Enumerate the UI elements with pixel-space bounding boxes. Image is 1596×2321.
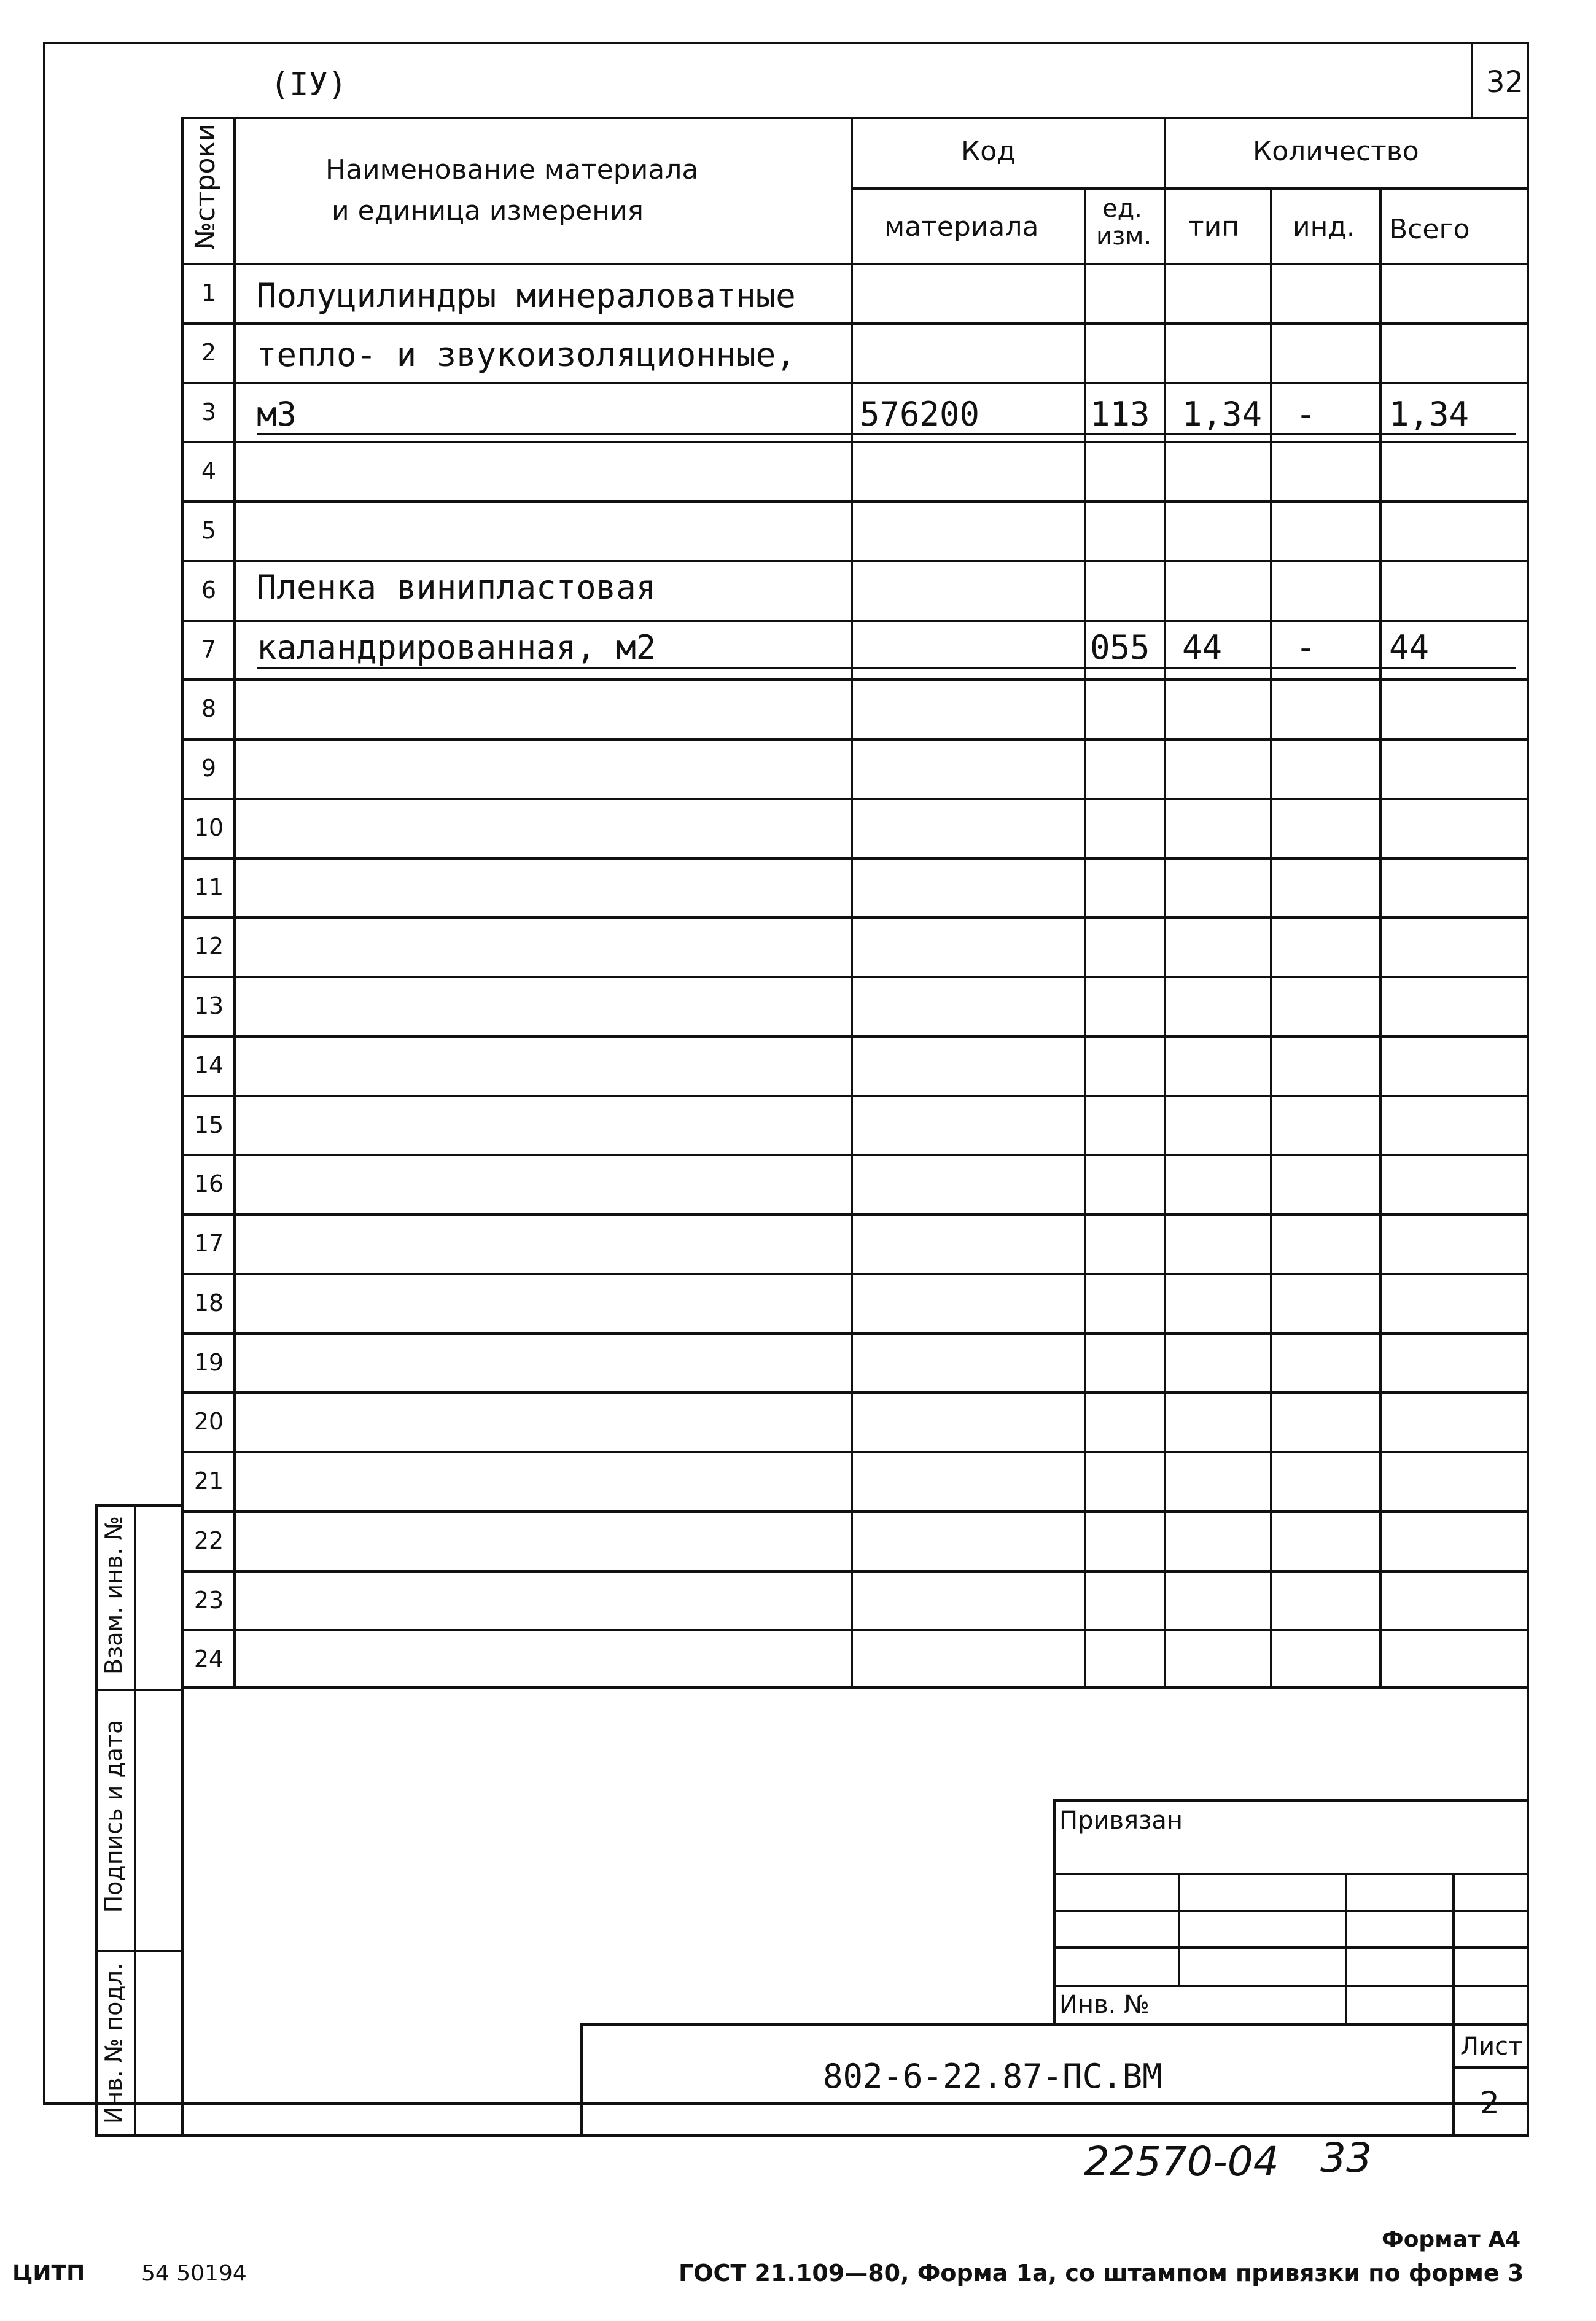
row-divider [181, 1451, 1529, 1453]
name-header-line1: Наименование материала [325, 154, 699, 185]
row-number: 21 [193, 1468, 224, 1495]
row-number: 3 [201, 398, 217, 426]
privyazan-label: Привязан [1059, 1806, 1183, 1835]
row-number-header: №строки [190, 123, 221, 250]
code-unit-header-line1: ед. [1102, 195, 1142, 223]
qty-total-header: Всего [1389, 214, 1470, 245]
row-divider [181, 1629, 1529, 1631]
qty-type-header: тип [1188, 211, 1239, 243]
list-label: Лист [1460, 2032, 1523, 2061]
privyazan-line1 [1053, 1873, 1529, 1875]
row-number: 23 [193, 1587, 224, 1614]
list-number: 2 [1480, 2085, 1500, 2121]
col-line-material [1084, 187, 1086, 1689]
row-divider [181, 1570, 1529, 1573]
col-line-type [1270, 187, 1272, 1689]
row-divider [181, 976, 1529, 978]
page-number-divider [1471, 42, 1473, 119]
side-podpis-data: Подпись и дата [100, 1719, 127, 1913]
row-number: 8 [201, 695, 217, 722]
row-divider [181, 1391, 1529, 1394]
designation-list-divider [1452, 2023, 1455, 2137]
row-number: 20 [193, 1408, 224, 1435]
footer-order: 54 50194 [141, 2261, 247, 2286]
row-divider [181, 1510, 1529, 1513]
row-divider [181, 798, 1529, 800]
footer-gost: ГОСТ 21.109—80, Форма 1а, со штампом привязки по форме 3 [679, 2260, 1524, 2287]
row-divider [181, 1213, 1529, 1216]
row-divider [181, 1332, 1529, 1335]
row-divider [181, 738, 1529, 741]
row-number: 24 [193, 1646, 224, 1673]
side-inv-podl: Инв. № подл. [100, 1962, 127, 2125]
row-number: 6 [201, 577, 217, 604]
row-divider [181, 1035, 1529, 1038]
code-unit-header-line2: изм. [1096, 222, 1152, 251]
entry1-underline [257, 433, 1516, 435]
footer-org: ЦИТП [12, 2261, 85, 2286]
row-number: 15 [193, 1111, 224, 1138]
code-material-header: материала [884, 211, 1039, 243]
entry1-qty-type: 1,34 [1182, 395, 1263, 433]
row-divider [181, 1273, 1529, 1275]
row-divider [181, 916, 1529, 919]
entry2-underline [257, 667, 1516, 669]
row-number: 4 [201, 457, 217, 484]
format-label: Формат А4 [1382, 2227, 1521, 2252]
name-header-line2: и единица измерения [332, 195, 644, 227]
row-number: 9 [201, 755, 217, 782]
privyazan-col3 [1452, 1873, 1455, 2026]
row-divider [181, 1154, 1529, 1156]
entry1-qty-ind: - [1296, 395, 1316, 433]
row-divider [181, 382, 1529, 384]
row-number: 16 [193, 1170, 224, 1197]
row-number: 19 [193, 1349, 224, 1376]
entry1-unit-code: 113 [1090, 395, 1150, 433]
row-number: 12 [193, 933, 224, 960]
row-number: 18 [193, 1289, 224, 1316]
side-stamp-line1 [95, 1689, 184, 1691]
row-number: 5 [201, 517, 217, 544]
privyazan-col1 [1178, 1873, 1180, 1985]
row-number: 14 [193, 1052, 224, 1079]
row-number: 22 [193, 1527, 224, 1554]
row-number: 13 [193, 992, 224, 1019]
header-subline [851, 187, 1529, 190]
qty-ind-header: инд. [1293, 211, 1355, 243]
designation-code: 802-6-22.87-ПС.ВМ [823, 2057, 1162, 2096]
entry2-qty-type: 44 [1182, 628, 1223, 667]
col-line-ind [1379, 187, 1382, 1689]
entry2-name-line1: Пленка винипластовая [257, 568, 656, 607]
row-divider [181, 678, 1529, 681]
row-number: 17 [193, 1230, 224, 1257]
privyazan-col2 [1345, 1873, 1347, 2026]
row-divider [181, 1095, 1529, 1097]
privyazan-line4 [1053, 1985, 1529, 1987]
qty-group-header: Количество [1253, 136, 1419, 167]
page-number: 32 [1486, 65, 1524, 99]
header-bottom-line [181, 263, 1529, 265]
row-divider [181, 441, 1529, 443]
code-group-header: Код [961, 136, 1016, 167]
row-divider [181, 857, 1529, 860]
side-stamp-inner [134, 1504, 136, 2137]
row-number: 1 [201, 279, 217, 306]
row-number: 11 [193, 874, 224, 901]
side-vzam-inv: Взам. инв. № [100, 1516, 127, 1675]
row-number: 2 [201, 339, 217, 366]
sheet-label: (IУ) [270, 66, 348, 103]
row-number: 10 [193, 814, 224, 841]
entry1-material-code: 576200 [860, 395, 980, 433]
entry2-name-line2: каландрированная, м2 [257, 628, 656, 667]
row-divider [181, 620, 1529, 622]
entry2-qty-total: 44 [1389, 628, 1430, 667]
stamp-left-border [181, 1689, 184, 2137]
entry2-unit-code: 055 [1090, 628, 1150, 667]
entry1-name-line3: м3 [257, 395, 297, 433]
entry2-qty-ind: - [1296, 628, 1316, 667]
entry1-qty-total: 1,34 [1389, 395, 1469, 433]
handwritten-number: 22570-04 [1084, 2138, 1279, 2185]
row-divider [181, 560, 1529, 562]
row-number: 7 [201, 636, 217, 663]
list-label-line [1452, 2066, 1529, 2069]
entry1-name-line2: тепло- и звукоизоляционные, [257, 335, 796, 374]
entry1-name-line1: Полуцилиндры минераловатные [257, 276, 796, 315]
handwritten-page: 33 [1320, 2134, 1372, 2182]
row-divider [181, 500, 1529, 503]
privyazan-line3 [1053, 1946, 1529, 1949]
row-divider [181, 322, 1529, 325]
inv-no-label: Инв. № [1059, 1991, 1150, 2019]
privyazan-line2 [1053, 1910, 1529, 1912]
